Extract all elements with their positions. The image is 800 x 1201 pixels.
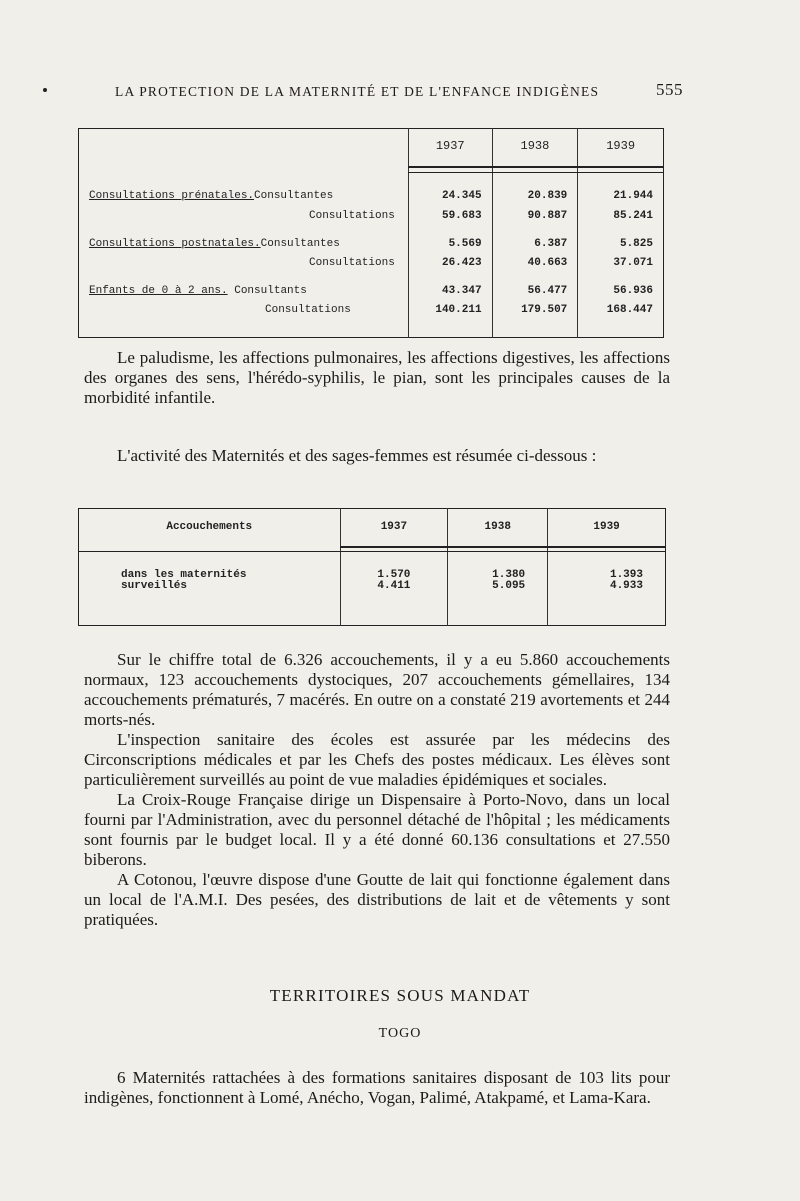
subsection-heading: TOGO (378, 1026, 422, 1041)
running-title: LA PROTECTION DE LA MATERNITÉ ET DE L'ENFANCE INDIGÈNES (115, 84, 600, 99)
table1-spacer (578, 320, 664, 338)
consultations-table (78, 128, 664, 338)
table1-col-1938: 1938 (492, 129, 578, 167)
table-cell: 26.423 (408, 258, 492, 272)
cotonou-paragraph: A Cotonou, l'œuvre dispose d'une Goutte de lait qui fonctionne également dans un local de l'A.M.I. Des pesées, des distributions de lait et de vêtements y sont pratiquées. (84, 870, 670, 929)
table-cell: 179.507 (492, 305, 578, 319)
table2-spacer (340, 596, 448, 626)
table-cell: 1.393 (609, 569, 643, 581)
table1-col-1937: 1937 (408, 129, 492, 167)
table-row (79, 272, 664, 305)
row-label: dans les maternités (121, 569, 247, 581)
table-cell: 59.683 (408, 211, 492, 225)
row-label: surveillés (121, 580, 188, 592)
table-cell: 43.347 (408, 272, 492, 305)
births-paragraph: Sur le chiffre total de 6.326 accouchements, il y a eu 5.860 accouchements normaux, 123 accouchements dystociques, 207 accouchements gémellaires, 134 accouchements prématurés, 7 macérés. En outre on a constaté 219 avortements et 244 morts-nés. (84, 650, 670, 729)
table2-title: Accouchements (166, 521, 253, 533)
table-cell: 5.095 (492, 580, 526, 592)
maternity-intro-paragraph (84, 446, 670, 466)
school-inspection-paragraph: L'inspection sanitaire des écoles est assurée par les médecins des Circonscriptions médicales et par les Chefs des postes médicaux. Les élèves sont particulièrement surveillés au point de vue maladies épidémiques et sociales. (84, 730, 670, 789)
red-cross-paragraph: La Croix-Rouge Française dirige un Dispensaire à Porto-Novo, dans un local fourni par l'Administration, avec du personnel détaché de l'hôpital ; les médicaments sont fournis par le budget local. Il y a été donné 60.136 consultations et 27.550 biberons. (84, 790, 670, 869)
row-label: Consultantes (254, 189, 334, 202)
table2-col-1937: 1937 (340, 509, 448, 547)
table-row (79, 305, 664, 319)
margin-dot (43, 88, 47, 92)
table-cell: 21.944 (578, 173, 664, 212)
table-cell: 37.071 (578, 258, 664, 272)
table-cell: 1.570 (377, 569, 411, 581)
table1-spacer (79, 320, 409, 338)
table2-col-1939: 1939 (548, 509, 666, 547)
table-cell: 140.211 (408, 305, 492, 319)
table-row (79, 211, 664, 225)
table-cell: 20.839 (492, 173, 578, 212)
table-cell: 24.345 (408, 173, 492, 212)
body-text: L'activité des Maternités et des sages-femmes est résumée ci-dessous : (117, 446, 597, 465)
body-text: 6 Maternités rattachées à des formations sanitaires disposant de 103 lits pour indigènes, fonctionnent à Lomé, Anécho, Vogan, Palimé, Atakpamé, et Lama-Kara. (84, 1068, 670, 1107)
table2-spacer (548, 596, 666, 626)
table-cell: 5.569 (408, 225, 492, 258)
table1-spacer (492, 320, 578, 338)
table-row (79, 225, 664, 258)
table2-spacer (448, 596, 548, 626)
row-label: Consultations (309, 257, 395, 270)
table-cell: 40.663 (492, 258, 578, 272)
table-cell: 1.380 (492, 569, 526, 581)
births-table (78, 508, 666, 626)
table-row (79, 173, 664, 212)
table1-col-1939: 1939 (578, 129, 664, 167)
row-label: Consultantes (260, 238, 340, 251)
section-heading: TERRITOIRES SOUS MANDAT (269, 986, 531, 1005)
morbidity-paragraph (84, 348, 670, 408)
page-number: 555 (656, 80, 683, 99)
table-cell: 4.411 (377, 580, 411, 592)
table-cell: 6.387 (492, 225, 578, 258)
row-label: Consultations (265, 304, 351, 317)
table-cell: 168.447 (578, 305, 664, 319)
table-cell: 85.241 (578, 211, 664, 225)
row-category: Enfants de 0 à 2 ans. (89, 285, 228, 298)
table1-corner (79, 129, 409, 167)
running-header (115, 80, 685, 106)
row-category: Consultations postnatales. (89, 238, 261, 251)
table-cell: 56.477 (492, 272, 578, 305)
togo-paragraph (84, 1068, 670, 1108)
row-label: Consultations (309, 210, 395, 223)
table-cell: 4.933 (609, 580, 643, 592)
table-row (79, 258, 664, 272)
table-cell: 56.936 (578, 272, 664, 305)
body-paragraphs (84, 650, 670, 930)
row-category: Consultations prénatales. (89, 189, 255, 202)
row-label: Consultants (234, 285, 307, 298)
table1-spacer (408, 320, 492, 338)
table-row (79, 552, 666, 596)
table2-spacer (79, 596, 341, 626)
table-cell: 90.887 (492, 211, 578, 225)
table-cell: 5.825 (578, 225, 664, 258)
table2-col-1938: 1938 (448, 509, 548, 547)
body-text: Le paludisme, les affections pulmonaires, les affections digestives, les affections des organes des sens, l'hérédo-syphilis, le pian, sont les principales causes de la morbidité infantile. (84, 348, 670, 407)
